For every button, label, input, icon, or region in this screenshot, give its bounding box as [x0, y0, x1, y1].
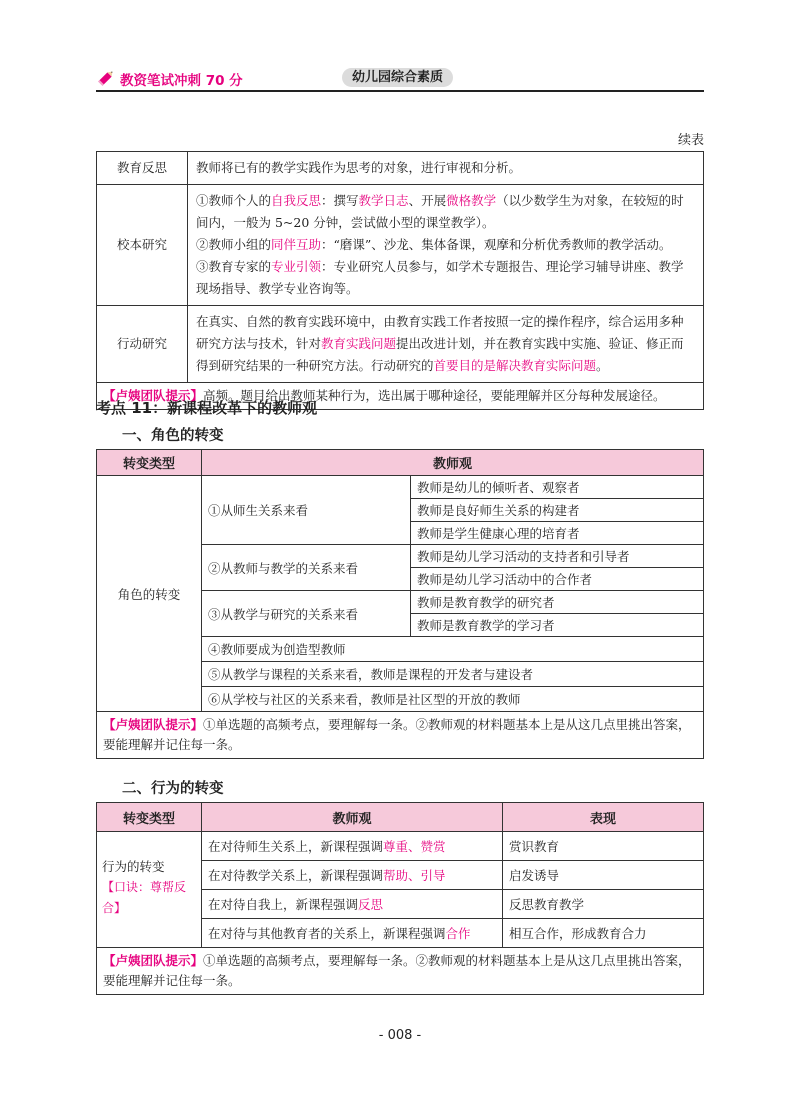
highlight-term: 同伴互助 [271, 237, 322, 252]
highlight-term: 合作 [445, 926, 471, 941]
view-cell: 教师是教育教学的研究者 [411, 591, 704, 614]
row-label: 教育反思 [97, 152, 188, 185]
column-header: 转变类型 [97, 450, 202, 476]
highlight-term: 教育实践问题 [321, 336, 397, 351]
type-cell: 角色的转变 [97, 476, 202, 712]
tip-text: ①单选题的高频考点，要理解每一条。②教师观的材料题基本上是从这几点里挑出答案，要能理解并记住每一条。 [103, 953, 691, 988]
book-title: 幼儿园综合素质 [342, 68, 453, 87]
subsection-title-behavior: 二、行为的转变 [122, 780, 224, 797]
behavior-cell: 反思教育教学 [503, 890, 704, 919]
view-cell: 在对待自我上，新课程强调反思 [202, 890, 503, 919]
tip-row [97, 712, 704, 759]
column-header: 转变类型 [97, 803, 202, 832]
view-cell: 教师是幼儿学习活动的支持者和引导者 [411, 545, 704, 568]
column-header: 教师观 [202, 450, 704, 476]
view-cell: 教师是教育教学的学习者 [411, 614, 704, 637]
view-cell: 在对待与其他教育者的关系上，新课程强调合作 [202, 919, 503, 948]
tip-text: 高频。题目给出教师某种行为，选出属于哪种途径，要能理解并区分每种发展途径。 [203, 388, 666, 403]
tip-label: 【卢姨团队提示】 [103, 953, 204, 968]
header-rule [96, 90, 704, 92]
group-cell: ③从教学与研究的关系来看 [202, 591, 411, 637]
role-change-table [96, 449, 704, 759]
tip-label: 【卢姨团队提示】 [103, 717, 204, 732]
row-label: 校本研究 [97, 185, 188, 306]
behavior-cell: 赏识教育 [503, 832, 704, 861]
series-title: 教资笔试冲刺 70 分 [120, 73, 243, 89]
pencil-icon [96, 68, 116, 88]
table-row [97, 185, 704, 306]
group-cell: ②从教师与教学的关系来看 [202, 545, 411, 591]
row-text: 教师将已有的教学实践作为思考的对象，进行审视和分析。 [188, 152, 704, 185]
page-header [96, 66, 704, 92]
tip-text: ①单选题的高频考点，要理解每一条。②教师观的材料题基本上是从这几点里挑出答案，要能理解并记住每一条。 [103, 717, 691, 752]
highlight-term: 专业引领 [271, 259, 322, 274]
mnemonic: 【口诀：尊帮反合】 [102, 880, 187, 915]
view-cell: 教师是幼儿学习活动中的合作者 [411, 568, 704, 591]
tip-note [97, 712, 704, 759]
section-title: 考点 11：新课程改革下的教师观 [96, 399, 318, 417]
tip-note [97, 948, 704, 995]
teacher-development-table [96, 151, 704, 410]
behavior-change-table [96, 802, 704, 995]
highlight-term: 教学日志 [358, 193, 409, 208]
table-row [97, 476, 704, 499]
table-header-row [97, 803, 704, 832]
highlight-term: 尊重、赞赏 [383, 839, 446, 854]
row-text: ①教师个人的自我反思：撰写教学日志、开展微格教学（以少数学生为对象，在较短的时间内，一般为 5~20 分钟，尝试做小型的课堂教学）。 ②教师小组的同伴互助：“磨课”、沙龙、集体备课，观摩和分析优秀教师的教学活动。 ③教育专家的专业引领：专业研究人员参与，如学术专题报告、理论学习辅导讲座、教学现场指导、教学专业咨询等。 [188, 185, 704, 306]
highlight-term: 帮助、引导 [383, 868, 446, 883]
column-header: 表现 [503, 803, 704, 832]
tip-label: 【卢姨团队提示】 [103, 388, 204, 403]
behavior-cell: 相互合作，形成教育合力 [503, 919, 704, 948]
behavior-cell: 启发诱导 [503, 861, 704, 890]
type-cell [97, 832, 202, 948]
subsection-title-role: 一、角色的转变 [122, 427, 224, 444]
table-row [97, 306, 704, 383]
highlight-term: 自我反思 [271, 193, 322, 208]
row-text: 在真实、自然的教育实践环境中，由教育实践工作者按照一定的操作程序，综合运用多种研究方法与技术，针对教育实践问题提出改进计划，并在教育实践中实施、验证、修正而得到研究结果的一种研究方法。行动研究的首要目的是解决教育实际问题。 [188, 306, 704, 383]
column-header: 教师观 [202, 803, 503, 832]
group-cell: ④教师要成为创造型教师 [202, 637, 704, 662]
group-cell: ⑤从教学与课程的关系来看，教师是课程的开发者与建设者 [202, 662, 704, 687]
group-cell: ①从师生关系来看 [202, 476, 411, 545]
type-label: 行为的转变 [102, 859, 165, 874]
highlight-term: 首要目的是解决教育实际问题 [433, 358, 597, 373]
view-cell: 教师是幼儿的倾听者、观察者 [411, 476, 704, 499]
row-label: 行动研究 [97, 306, 188, 383]
page-number: - 008 - [378, 1028, 422, 1043]
view-cell: 教师是良好师生关系的构建者 [411, 499, 704, 522]
table-row [97, 152, 704, 185]
group-cell: ⑥从学校与社区的关系来看，教师是社区型的开放的教师 [202, 687, 704, 712]
continued-label: 续表 [677, 133, 704, 148]
highlight-term: 反思 [358, 897, 384, 912]
highlight-term: 微格教学 [446, 193, 497, 208]
view-cell: 在对待教学关系上，新课程强调帮助、引导 [202, 861, 503, 890]
table-row [97, 832, 704, 861]
view-cell: 教师是学生健康心理的培育者 [411, 522, 704, 545]
table-header-row [97, 450, 704, 476]
tip-row [97, 948, 704, 995]
view-cell: 在对待师生关系上，新课程强调尊重、赞赏 [202, 832, 503, 861]
